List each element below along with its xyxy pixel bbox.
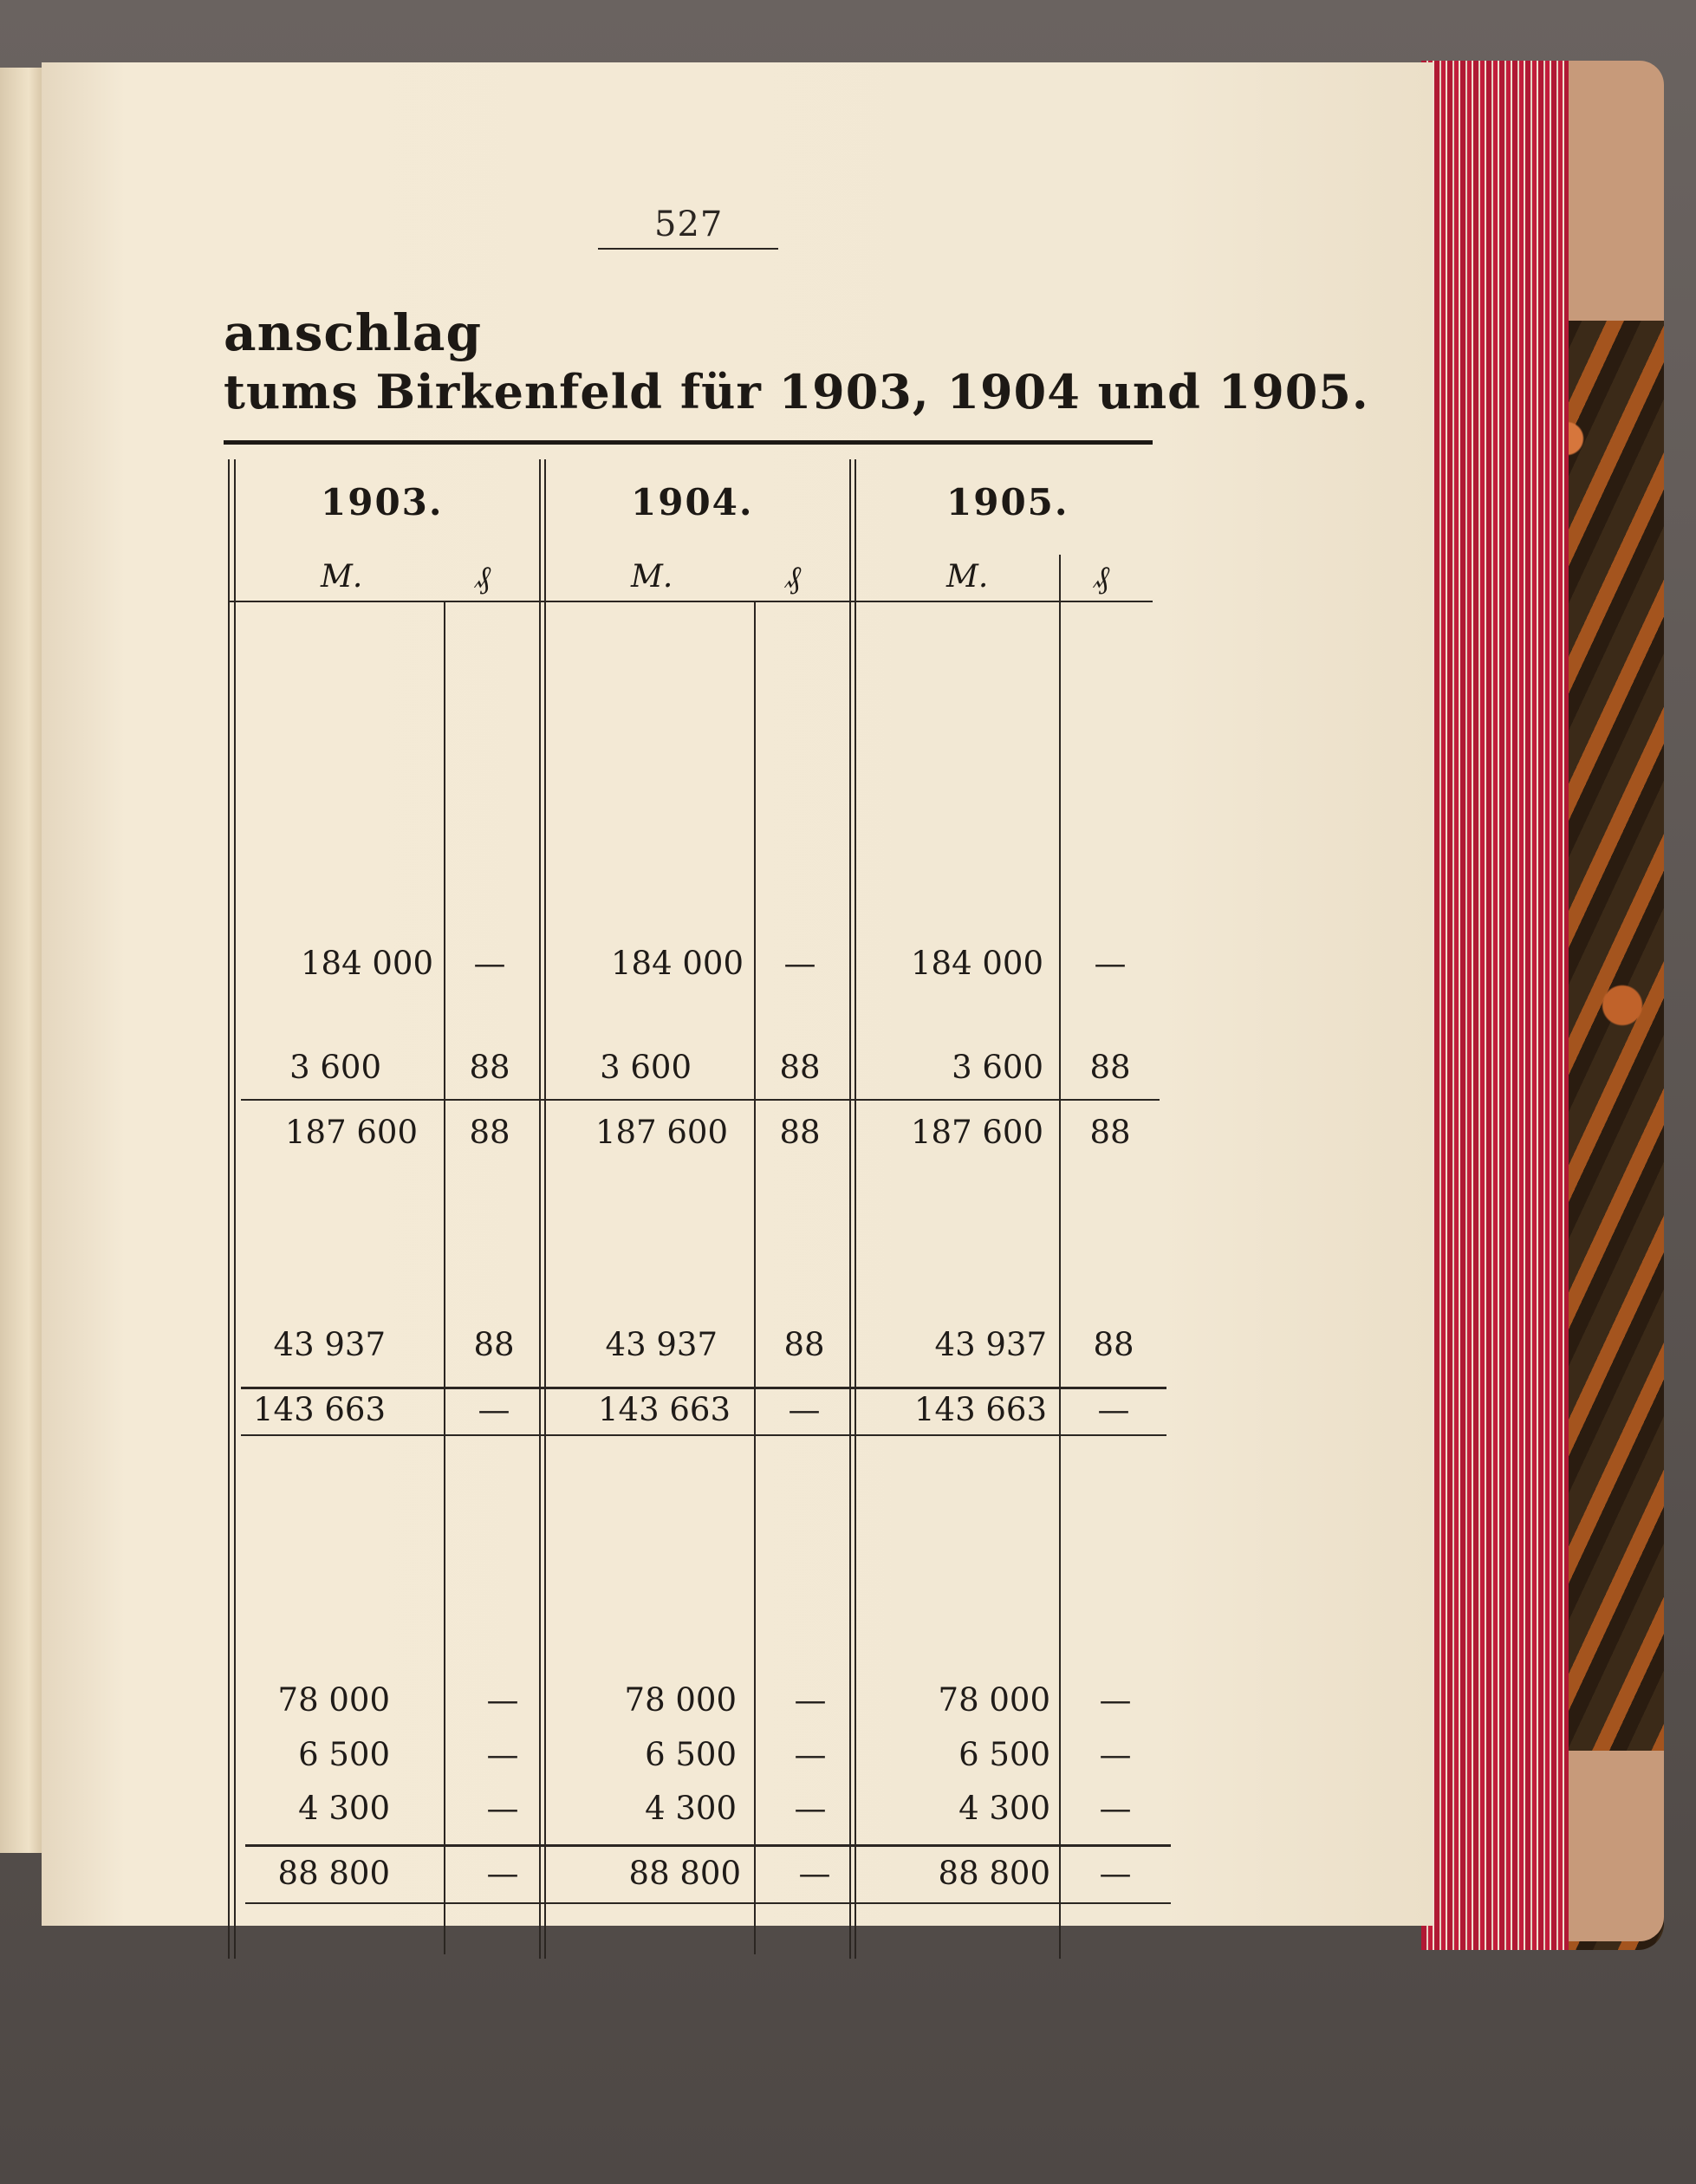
cell-1905-mark: 184 000	[910, 945, 1043, 982]
col-divider-1903-1904	[539, 459, 541, 1959]
header-bottom-rule	[228, 601, 1153, 602]
cell-1905-pf: —	[1097, 1391, 1130, 1428]
cell-1903-mark: 187 600	[284, 1114, 418, 1151]
col-divider-1903-1904-inner	[544, 459, 546, 1959]
cell-1905-pf: 88	[1089, 1049, 1131, 1086]
col-divider-1904-1905	[849, 459, 851, 1959]
unit-mark-1904: M.	[631, 559, 673, 595]
cell-1905-mark: 6 500	[958, 1736, 1050, 1773]
cell-1904-mark: 143 663	[597, 1391, 731, 1428]
unit-mark-1905: M.	[946, 559, 989, 595]
cell-1904-mark: 6 500	[645, 1736, 737, 1773]
difference-rule	[241, 1387, 1166, 1389]
cell-1903-mark: 4 300	[298, 1790, 390, 1827]
col-divider-1904-pf	[754, 602, 756, 1954]
cell-1904-mark: 88 800	[628, 1855, 741, 1892]
cell-1904-mark: 187 600	[595, 1114, 728, 1151]
page-number-rule	[598, 248, 778, 250]
cell-1904-pf: —	[788, 1391, 821, 1428]
table-top-rule	[224, 440, 1153, 445]
cell-1905-mark: 43 937	[934, 1326, 1047, 1363]
cell-1905-mark: 3 600	[952, 1049, 1043, 1086]
cell-1903-pf: —	[486, 1790, 519, 1827]
cell-1903-mark: 143 663	[252, 1391, 386, 1428]
col-divider-1903-pf	[444, 602, 445, 1954]
cell-1905-pf: —	[1099, 1736, 1132, 1773]
cell-1903-mark: 43 937	[273, 1326, 386, 1363]
cell-1903-pf: —	[486, 1855, 519, 1892]
section-rule	[241, 1434, 1166, 1436]
cell-1904-pf: —	[794, 1790, 827, 1827]
cell-1903-pf: —	[486, 1736, 519, 1773]
cell-1903-mark: 184 000	[300, 945, 433, 982]
cell-1904-mark: 184 000	[610, 945, 744, 982]
cell-1904-mark: 43 937	[605, 1326, 718, 1363]
year-header-1905: 1905.	[946, 481, 1069, 523]
cell-1904-pf: 88	[783, 1326, 825, 1363]
cell-1904-mark: 4 300	[645, 1790, 737, 1827]
cell-1905-pf: —	[1094, 945, 1127, 982]
col-divider-1904-1905-inner	[854, 459, 856, 1959]
cell-1904-mark: 3 600	[600, 1049, 692, 1086]
cell-1903-pf: 88	[473, 1326, 515, 1363]
cell-1903-pf: —	[478, 1391, 510, 1428]
cell-1905-pf: —	[1099, 1790, 1132, 1827]
cell-1905-pf: 88	[1093, 1326, 1134, 1363]
cell-1903-mark: 3 600	[289, 1049, 381, 1086]
cell-1905-mark: 187 600	[910, 1114, 1043, 1151]
cell-1905-mark: 78 000	[938, 1681, 1050, 1719]
cell-1903-mark: 6 500	[298, 1736, 390, 1773]
year-header-1903: 1903.	[321, 481, 444, 523]
red-page-edges	[1421, 61, 1569, 1950]
facing-page-edge	[0, 68, 48, 1853]
cell-1903-mark: 88 800	[277, 1855, 390, 1892]
heading-line-1: anschlag	[224, 303, 483, 362]
cell-1904-pf: 88	[779, 1114, 821, 1151]
cell-1905-mark: 88 800	[938, 1855, 1050, 1892]
subtotal-rule	[241, 1099, 1160, 1101]
unit-pfennig-1904: ₰	[785, 560, 801, 595]
total-rule	[245, 1844, 1171, 1847]
unit-pfennig-1903: ₰	[475, 560, 491, 595]
cell-1904-pf: 88	[779, 1049, 821, 1086]
heading-line-2: tums Birkenfeld für 1903, 1904 und 1905.	[224, 364, 1369, 419]
cell-1903-mark: 78 000	[277, 1681, 390, 1719]
cell-1905-mark: 4 300	[958, 1790, 1050, 1827]
table-left-border-inner	[234, 459, 236, 1959]
cell-1904-pf: —	[783, 945, 816, 982]
cell-1905-mark: 143 663	[913, 1391, 1047, 1428]
cell-1905-pf: 88	[1089, 1114, 1131, 1151]
cell-1903-pf: 88	[469, 1049, 510, 1086]
table-left-border	[228, 459, 230, 1959]
cell-1905-pf: —	[1099, 1855, 1132, 1892]
cell-1903-pf: 88	[469, 1114, 510, 1151]
cell-1904-pf: —	[794, 1681, 827, 1719]
cell-1903-pf: —	[473, 945, 506, 982]
unit-mark-1903: M.	[321, 559, 363, 595]
year-header-1904: 1904.	[631, 481, 754, 523]
total-underline	[245, 1902, 1171, 1904]
cell-1904-pf: —	[798, 1855, 831, 1892]
page-number: 527	[654, 205, 724, 244]
col-divider-1905-pf	[1059, 555, 1061, 1959]
cell-1904-mark: 78 000	[624, 1681, 737, 1719]
cell-1905-pf: —	[1099, 1681, 1132, 1719]
cell-1903-pf: —	[486, 1681, 519, 1719]
unit-pfennig-1905: ₰	[1094, 560, 1109, 595]
cell-1904-pf: —	[794, 1736, 827, 1773]
